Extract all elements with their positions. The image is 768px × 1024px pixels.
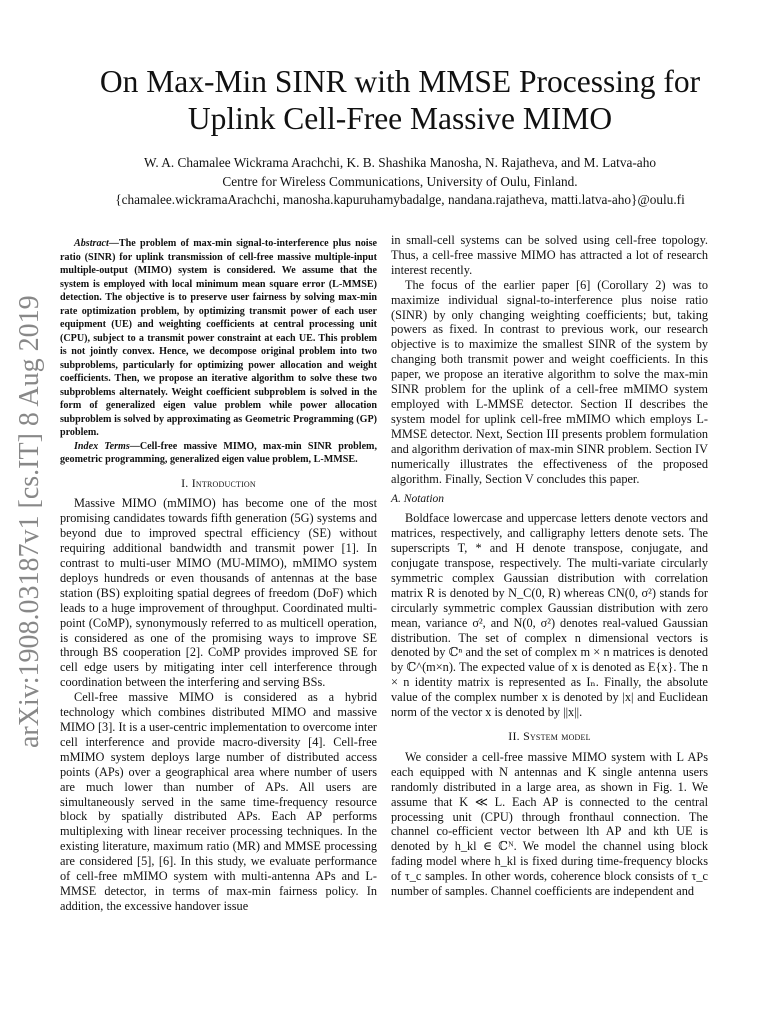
left-column: [60, 237, 377, 914]
author-block: [60, 154, 740, 210]
section-number: II.: [508, 729, 524, 743]
section-title: System model: [523, 729, 591, 743]
intro-paragraph-2: Cell-free massive MIMO is considered as a hybrid technology which combines distributed MIMO and massive MIMO [3]. It is a user-centric implementation to overcome inter cell interference and provide macro-diversity [4]. Cell-free mMIMO system deploys large number of distributed access points (APs) over a geographical area where number of users are much lower than number of APs. All users are simultaneously served in the same time-frequency resource block by spatially distributed APs. Each AP performs multiplexing with linear receiver processing techniques. In the existing literature, maximum ratio (MR) and MMSE processing are considered [5], [6]. In this study, we evaluate performance of cell-free mMIMO system with multi-antenna APs and L-MMSE detector, in terms of max-min fairness policy. In addition, the excessive handover issue: [60, 690, 377, 913]
title-line-2: Uplink Cell-Free Massive MIMO: [187, 101, 613, 136]
index-terms-heading: Index Terms: [74, 440, 130, 452]
author-names: W. A. Chamalee Wickrama Arachchi, K. B. Shashika Manosha, N. Rajatheva, and M. Latva-aho: [144, 155, 656, 170]
section-title: Introduction: [191, 475, 256, 490]
arxiv-stamp-text: arXiv:1908.03187v1 [cs.IT] 8 Aug 2019: [14, 295, 45, 748]
subsection-heading-notation: A. Notation: [391, 493, 445, 506]
right-column: [391, 233, 708, 899]
system-model-paragraph: We consider a cell-free massive MIMO system with L APs each equipped with N antennas and K single antenna users randomly distributed in a large area, as shown in Fig. 1. We assume that K ≪ L. Each AP is connected to the central processing unit (CPU) through fronthaul connection. The channel co-efficient vector between lth AP and kth UE is denoted by h_kl ∈ ℂᴺ. We model the channel using block fading model where h_kl is fixed during time-frequency blocks of τ_c samples. In other words, coherence block consists of τ_c number of samples. Channel coefficients are independent and: [391, 749, 708, 899]
paper-title: [60, 63, 740, 137]
intro-paragraph-1: Massive MIMO (mMIMO) has become one of the most promising candidates towards fifth generation (5G) systems and beyond due to improved spectral efficiency (SE) without requiring additional bandwidth and transmit power [1]. In contrast to multi-user MIMO (MU-MIMO), mMIMO system deploys hundreds or even thousands of antennas at the base station (BS) exploiting spatial degrees of freedom (DoF) which leads to a huge improvement of throughput. Coordinated multi-point (CoMP), synonymously referred to as multicell operation, is considered as one of the promising ways to improve SE through BS cooperation [2]. CoMP provides improved SE for cell edge users by mitigating inter cell interference through coordination between the interfering and serving BSs.: [60, 496, 377, 690]
abstract-heading: Abstract: [74, 238, 109, 249]
arxiv-side-stamp: [4, 280, 48, 750]
intro-paragraph-4: The focus of the earlier paper [6] (Corollary 2) was to maximize individual signal-to-interference plus noise ratio (SINR) by only changing weighting coefficients; but, taking powers as fixed. In contrast to previous work, our research objective is to maximize the smallest SINR of the system by changing both transmit power and weight coefficients. In this paper, we propose an iterative algorithm to solve the max-min SINR problem for the uplink of a cell-free mMIMO system employed with L-MMSE detector. Section II describes the system model for uplink cell-free mMIMO which employs L-MMSE detector. Next, Section III presents problem formulation and algorithm derivation of max-min SINR problem. Section IV numerically illustrates the effectiveness of the proposed algorithm. Finally, Section V concludes this paper.: [391, 277, 708, 486]
affiliation: Centre for Wireless Communications, University of Oulu, Finland.: [222, 173, 578, 189]
intro-paragraph-3: in small-cell systems can be solved using cell-free topology. Thus, a cell-free massive MIMO has attracted a lot of research interest recently.: [391, 233, 708, 277]
section-heading-introduction: [60, 476, 377, 491]
title-line-1: On Max-Min SINR with MMSE Processing for: [99, 64, 701, 99]
author-emails: {chamalee.wickramaArachchi, manosha.kapuruhamybadalge, nandana.rajatheva, matti.latva-aho}@oulu.fi: [115, 192, 685, 207]
section-heading-system-model: [391, 729, 708, 744]
abstract: [60, 237, 377, 440]
section-number: I.: [181, 475, 192, 490]
index-terms: [60, 440, 377, 467]
abstract-body: —The problem of max-min signal-to-interference plus noise ratio (SINR) for uplink transmission of cell-free massive multiple-input multiple-output (MIMO) system is considered. We assume that the system is employed with local minimum mean square error (L-MMSE) detection. The objective is to preserve user fairness by solving max-min rate optimization problem, by optimizing transmit power of each user equipment (UE) and weighting coefficients at central processing unit (CPU), subject to a transmit power constraint at each UE. This problem is not jointly convex. Hence, we decompose original problem into two subproblems, particularly for optimizing power allocation and weight coefficients. Then, we propose an iterative algorithm to solve these two subproblems alternately. Weight coefficient subproblem is solved in the form of generalized eigen value problem while power allocation subproblem is solved by approximating as Geometric Programming (GP) problem.: [60, 238, 377, 438]
index-terms-body: —Cell-free massive MIMO, max-min SINR problem, geometric programming, generalized eigen value problem, L-MMSE.: [60, 440, 377, 465]
notation-paragraph: Boldface lowercase and uppercase letters denote vectors and matrices, respectively, and calligraphy letters denote sets. The superscripts T, * and H denote transpose, conjugate, and conjugate transpose, respectively. The multi-variate circularly symmetric complex Gaussian distribution with correlation matrix R is denoted by N_C(0, R) whereas CN(0, σ²) stands for circularly symmetric complex Gaussian distribution with zero mean, variance σ², and N(0, σ²) denotes real-valued Gaussian distribution. The set of complex n dimensional vectors is denoted by ℂⁿ and the set of complex m × n matrices is denoted by ℂ^(m×n). The expected value of x is denoted as E{x}. The n × n identity matrix is represented as Iₙ. Finally, the absolute value of the complex number x is denoted by |x| and Euclidean norm of the vector x is denoted by ||x||.: [391, 511, 708, 720]
